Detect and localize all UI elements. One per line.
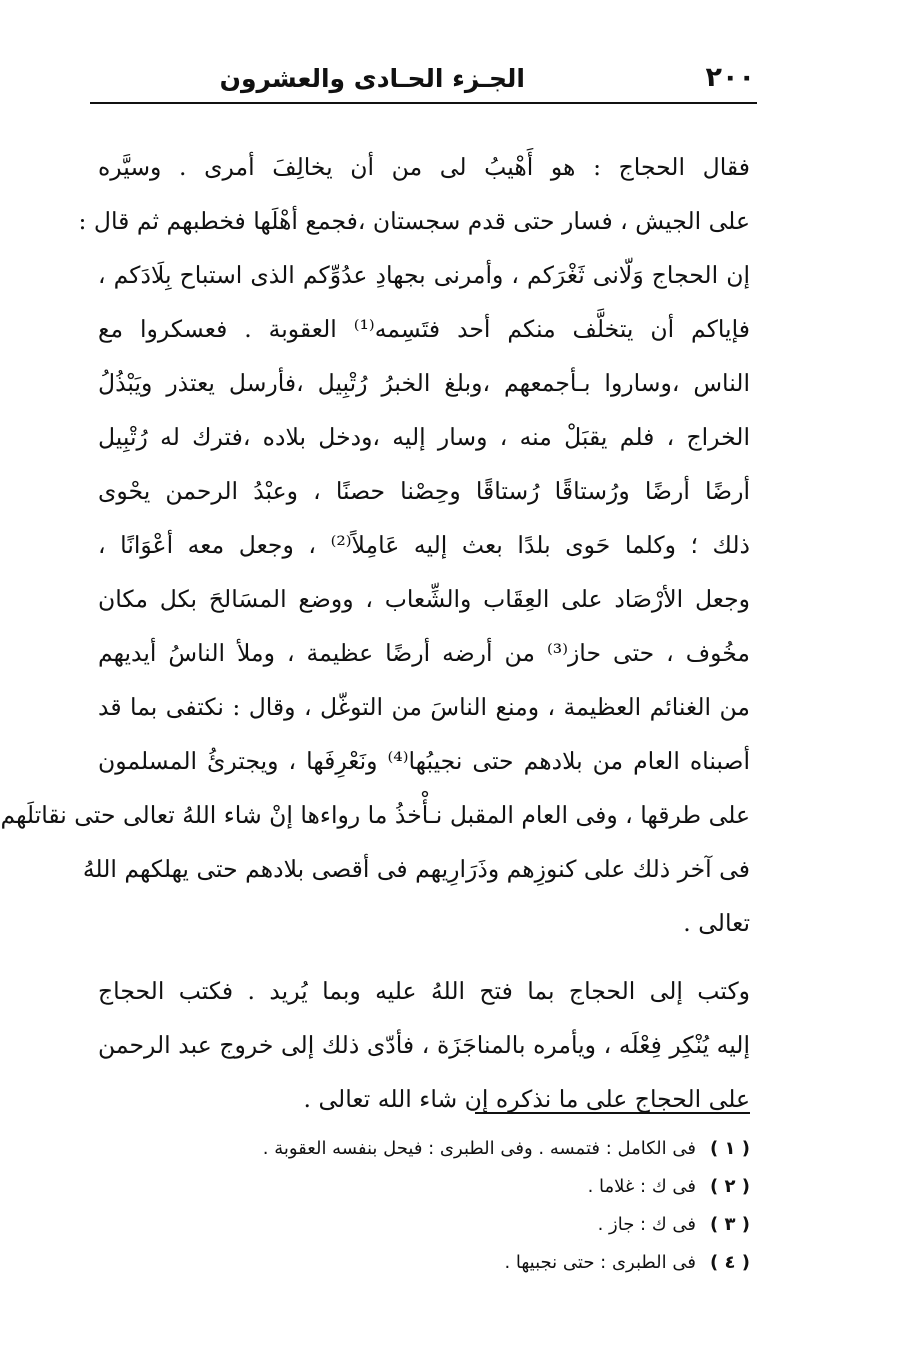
footnote-number: ( ٢ ) <box>710 1176 750 1197</box>
text-line: فإياكم أن يتخلَّف منكم أحد فتَسِمه⁽¹⁾ العقوبة . فعسكروا مع <box>98 315 750 343</box>
paragraph-2 <box>98 964 750 1126</box>
footnote-text: فى ك : غلاما . <box>587 1176 696 1197</box>
text-line: أصبناه العام من بلادهم حتى نجيبُها⁽⁴⁾ ونَعْرِفَها ، ويجترئُ المسلمون <box>98 747 750 775</box>
text-line: الخراج ، فلم يقبَلْ منه ، وسار إليه ،ودخل بلاده ،فترك له رُتْبِيل <box>98 423 750 451</box>
text-line: الناس ،وساروا بـأجمعهم ،وبلغ الخبرُ رُتْبِيل ،فأرسل يعتذر ويَبْذُلُ <box>98 369 750 397</box>
footnotes <box>190 1130 750 1282</box>
footnote-item <box>190 1244 750 1282</box>
text-line: أرضًا أرضًا ورُستاقًا رُستاقًا وحِصْنا حصنًا ، وعبْدُ الرحمن يحْوى <box>98 477 750 505</box>
page-number: ٢٠٠ <box>705 62 755 93</box>
text-line: تعالى . <box>683 909 750 937</box>
footnote-item <box>190 1130 750 1168</box>
footnote-item <box>190 1168 750 1206</box>
text-line: فقال الحجاج : هو أَهْيبُ لى من أن يخالِفَ أمرى . وسيَّره <box>98 153 750 181</box>
text-line: مخُوف ، حتى حاز⁽³⁾ من أرضه أرضًا عظيمة ، وملأ الناسُ أيديهم <box>98 639 751 667</box>
text-line: من الغنائم العظيمة ، ومنع الناسَ من التوغّل ، وقال : نكتفى بما قد <box>98 693 750 721</box>
text-line: على الحجاج على ما نذكره إن شاء الله تعالى . <box>303 1085 750 1113</box>
text-line: فى آخر ذلك على كنوزِهم وذَرَارِيهم فى أقصى بلادهم حتى يهلكهم اللهُ <box>82 855 750 883</box>
footnote-text: فى الكامل : فتمسه . وفى الطبرى : فيحل بنفسه العقوبة . <box>262 1138 696 1159</box>
header-divider <box>90 102 757 104</box>
footnote-number: ( ٣ ) <box>710 1214 750 1235</box>
text-line: على طرقها ، وفى العام المقبل نـأْخذُ ما رواءها إنْ شاء اللهُ تعالى حتى نقاتلَهم <box>0 801 750 829</box>
page-header <box>90 62 755 102</box>
text-line: إليه يُنْكِر فِعْلَه ، ويأمره بالمناجَزَة ، فأدّى ذلك إلى خروج عبد الرحمن <box>98 1031 750 1059</box>
text-line: على الجيش ، فسار حتى قدم سجستان ،فجمع أهْلَها فخطبهم ثم قال : <box>78 207 750 235</box>
paragraph-spacer <box>98 950 750 964</box>
running-title: الجـزء الحـادى والعشرون <box>219 64 525 93</box>
footnote-divider <box>475 1112 750 1114</box>
footnote-number: ( ١ ) <box>710 1138 750 1159</box>
footnote-text: فى الطبرى : حتى نجبيها . <box>504 1252 696 1273</box>
text-line: ذلك ؛ وكلما حَوى بلدًا بعث إليه عَامِلاً⁽²⁾ ، وجعل معه أعْوَانًا ، <box>98 531 750 559</box>
paragraph-1 <box>0 140 751 950</box>
text-line: وكتب إلى الحجاج بما فتح اللهُ عليه وبما يُريد . فكتب الحجاج <box>98 977 750 1005</box>
footnote-number: ( ٤ ) <box>710 1252 750 1273</box>
main-text <box>0 140 751 1126</box>
text-line: إن الحجاج وَلّانى ثَغْرَكم ، وأمرنى بجهادِ عدُوِّكم الذى استباح بِلَادَكم ، <box>98 261 750 289</box>
text-line: وجعل الأرْصَاد على العِقَاب والشِّعاب ، ووضع المسَالحَ بكل مكان <box>98 585 750 613</box>
footnote-text: فى ك : جاز . <box>597 1214 696 1235</box>
footnote-item <box>190 1206 750 1244</box>
